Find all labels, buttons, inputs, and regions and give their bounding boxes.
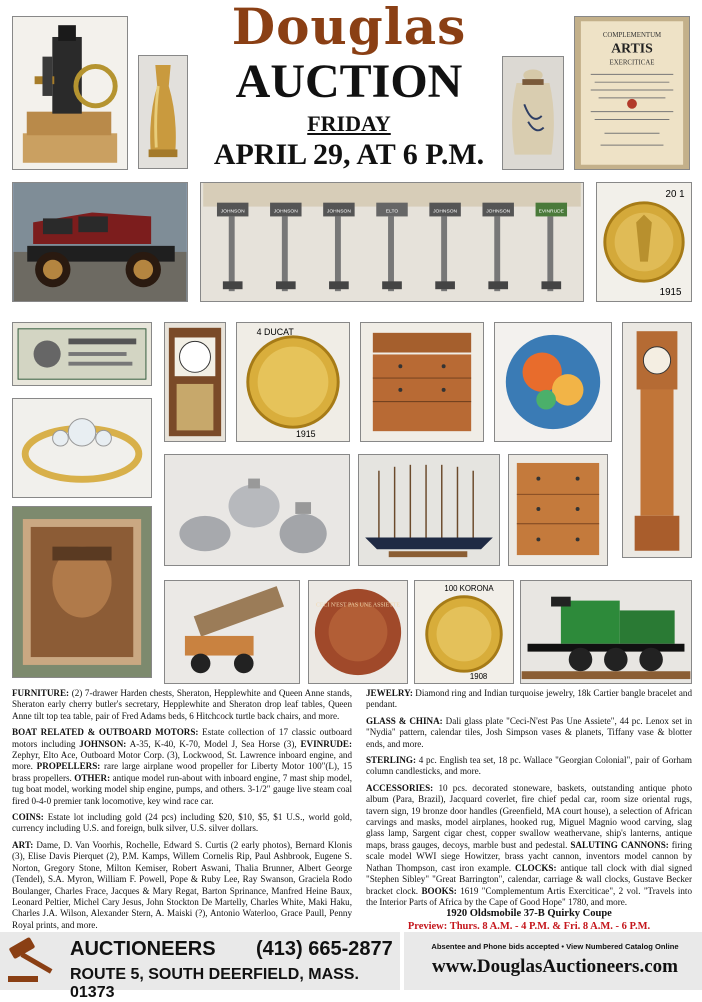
photo-chest-of-drawers [508,454,608,566]
auction-date: APRIL 29, AT 6 P.M. [213,138,485,171]
svg-text:COMPLEMENTUM: COMPLEMENTUM [602,31,662,39]
auction-day: FRIDAY [307,111,391,136]
photo-steam-engine [12,16,128,170]
furniture-text: (2) 7-drawer Harden chests, Sheraton, Hepplewhite and Queen Anne stands, Sheraton early cherry butler's secretary, Hepplewhite and Sheraton drop leaf tables, Queen Anne tilt top tea table, pair of Fred Adams beds, 6 Hitchcock turtle back chairs, and more. [12,688,352,721]
photo-steam-locomotive [520,580,692,684]
photo-sterling-tea-set [164,454,350,566]
photo-bank-note [12,322,152,386]
boat-heading: BOAT RELATED & OUTBOARD MOTORS: [12,727,199,738]
photo-outboard-motors [200,182,584,302]
coin2-top-label: 4 DUCAT [256,326,294,337]
svg-text:ARTIS: ARTIS [611,40,653,56]
photo-saluting-cannon [164,580,300,684]
glass-heading: GLASS & CHINA: [366,715,443,726]
brand-title: Douglas [231,0,467,56]
photo-gold-coin-korona [414,580,514,684]
address: ROUTE 5, SOUTH DEERFIELD, MASS. 01373 [70,966,359,1001]
coin1-bottom-label: 1915 [659,286,682,298]
gavel-icon [4,936,62,986]
left-text-column [12,688,352,936]
website-link[interactable]: www.DouglasAuctioneers.com [432,956,678,977]
coins-text: Estate lot including gold (24 pcs) including $20, $10, $5, $1 U.S., world gold, currency including U.S. and foreign, bulk silver, U.S. silver dollars. [12,812,352,834]
photo-shelf-clock [164,322,226,442]
evinrude-text: Zephyr, Elto Ace, Outboard Motor Corp. (3), Lockwood, St. Lawrence inboard engine, and more. [12,750,352,772]
motor-label: ELTO [385,209,399,215]
motor-label: EVINRUDE [538,209,564,215]
phone-number[interactable]: (413) 665-2877 [256,938,393,960]
jewelry-text: Diamond ring and Indian turquoise jewelry, 18k Cartier bangle bracelet and pendant. [366,688,692,710]
absentee-note: Absentee and Phone bids accepted • View Numbered Catalog Online [431,942,679,951]
photo-art-glass-vase [138,55,188,169]
saluting-text: firing scale model WWI siege Howitzer, brass yacht cannon, inventors model cannon by Nathan Thompson, cast iron example. [366,839,692,873]
sterling-text: 4 pc. English tea set, 18 pc. Wallace "Georgian Colonial", pair of Gorham column candlesticks, and more. [366,755,692,777]
furniture-heading: FURNITURE: [12,688,70,698]
plate-text: CECI N'EST PAS UNE ASSIETTE [316,602,400,609]
johnson-text: A-35, K-40, K-70, Model J, Sea Horse (3), [129,738,297,749]
svg-text:EXERCITICAE: EXERCITICAE [609,59,655,67]
other-text: antique model run-about with inboard engine, 7 mast ship model, tug boat model, working model ship engine, pumps, and others. 3-1/2" gauge live steam coal fired 0-4-0 premier tank locomotive, key wind race car. [12,772,352,806]
footer-online [404,932,702,990]
evinrude-heading: EVINRUDE: [300,738,353,749]
photo-ship-model [358,454,500,566]
preview-hours: Thurs. 8 A.M. - 4 P.M. & Fri. 8 A.M. - 6 P.M. [449,921,651,932]
auction-title: AUCTION [235,55,463,108]
photo-antique-book [574,16,690,170]
propellers-text: rare large airplane wood propeller for Liberty Motor 100"(L), 15 brass propellers. [12,761,352,783]
preview-label: Preview: [407,921,448,932]
right-text-column [366,688,692,913]
photo-gold-coin-20 [596,182,692,302]
coin3-top-label: 100 KORONA [444,583,494,593]
art-text: Dame, D. Van Voorhis, Rochelle, Edward S. Curtis (2 early photos), Bernard Klonis (3), Elise Davis Pierquet (2), P.M. Kamps, Willem Cornelis Rip, Paul Ashbrook, Eugene S. Norton, Gregory Stone, Milton Kemiser, Robert Aswani, Thalia Brunner, Albert George (Tendel), S.A. Myron, William F. Powell, Pope & Ruby Lee, Ray Swanson, Graciela Rodo Boulanger, Charles Frace, Jacques & Mary Regat, Barton Sprinance, Manfred Heine Baux, Leonard Peltier, Michel Cary Jesus, John Stockton De Martelly, Charles White, Maki Haku, Charles J.A. Wilson, Alexander Stern, A. Maiski (?), Antonio Waterloo, Grace Paull, Penny Royal prints, and more. [12,839,353,930]
photo-gold-coin-ducat [236,322,350,442]
coins-heading: COINS: [12,812,44,823]
boat-text: Estate collection of 17 classic outboard motors including [12,727,352,749]
glass-text: Dali glass plate "Ceci-N'est Pas Une Assiete", 44 pc. Lenox set in "Nydia" pattern, calendar tiles, Josh Simpson vases & planets, Tiffany vase & blotter ends, and more. [366,715,692,749]
photo-secretary-desk [360,322,484,442]
coin3-bottom-label: 1908 [469,672,488,682]
photo-diamond-ring [12,398,152,498]
photo-dali-plate [308,580,408,684]
auctioneers-label: AUCTIONEERS [70,938,216,960]
photo-paperweight-planet [494,322,612,442]
books-heading: BOOKS: [421,885,457,896]
accessories-text: 10 pcs. decorated stoneware, baskets, outstanding antique photo album (Para, Brazil), Jacquard coverlet, fire chief pedal car, room size oriental rugs, tavern sign, 19 bronze door handles (Greenfield, MA court house), a selection of African carvings and masks, model airplanes, hooked rug, Miguel Magnio wood carving, slag glass lamp, Sargent cigar chest, copper swallow weathervane, ship's lanterns, antique maps, brass gauges, decoys, marble bust and pedestal. [366,782,692,850]
clocks-heading: CLOCKS: [515,862,557,873]
art-heading: ART: [12,839,34,850]
photo-oldsmobile-car [12,182,188,302]
motor-label: JOHNSON [326,209,351,215]
motor-label: JOHNSON [273,209,298,215]
sterling-heading: STERLING: [366,755,417,766]
propellers-heading: PROPELLERS: [36,761,101,772]
motor-label: JOHNSON [220,209,245,215]
johnson-heading: JOHNSON: [79,738,127,749]
photo-tall-clock [622,322,692,558]
preview-line [366,921,692,932]
saluting-heading: SALUTING CANNONS: [570,839,669,850]
coin2-bottom-label: 1915 [295,429,316,440]
books-text: 1619 "Complementum Artis Exerciticae", 2 vol. "Travels into the Interior Parts of Africa by the Cape of Good Hope" 1780, and more. [366,885,692,907]
motor-label: JOHNSON [433,209,458,215]
coin1-top-label: 20 1 [665,188,685,200]
car-caption: 1920 Oldsmobile 37-B Quirky Coupe [446,908,612,919]
accessories-heading: ACCESSORIES: [366,782,434,793]
jewelry-heading: JEWELRY: [366,688,413,698]
clocks-text: antique tall clock with dial signed "Stephen Sibley" "Great Barrington", calendar, carriage & wall clocks, Gustave Becker bracket clock. [366,862,692,896]
footer-contact [0,932,400,1001]
other-heading: OTHER: [74,772,111,783]
photo-curtis-portrait [12,506,152,678]
photo-stoneware-crock [502,56,564,170]
motor-label: JOHNSON [486,209,511,215]
